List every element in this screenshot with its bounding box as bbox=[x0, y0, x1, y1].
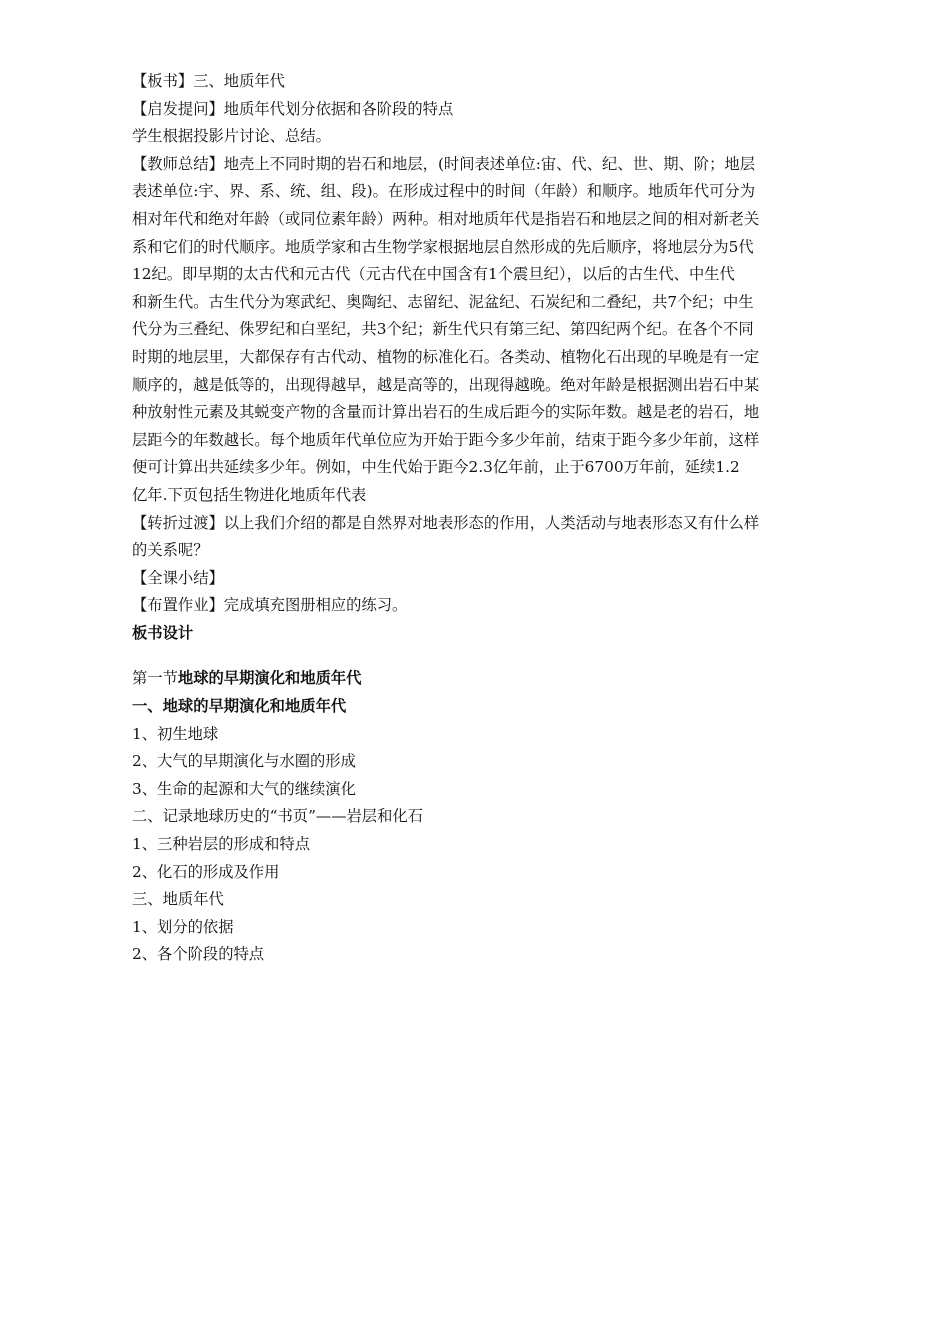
text-line: 时期的地层里，大都保存有古代动、植物的标准化石。各类动、植物化石出现的早晚是有一定 bbox=[132, 347, 760, 366]
text-line: 【启发提问】地质年代划分依据和各阶段的特点 bbox=[132, 99, 454, 118]
section-title: 地球的早期演化和地质年代 bbox=[177, 669, 362, 688]
section-title-line bbox=[132, 665, 822, 693]
outline-item: 2、化石的形成及作用 bbox=[132, 862, 280, 881]
text-line: 顺序的，越是低等的，出现得越早，越是高等的，出现得越晚。绝对年龄是根据测出岩石中某 bbox=[132, 375, 760, 394]
text-line: 和新生代。古生代分为寒武纪、奥陶纪、志留纪、泥盆纪、石炭纪和二叠纪，共7个纪；中生 bbox=[132, 292, 754, 311]
text-line: 层距今的年数越长。每个地质年代单位应为开始于距今多少年前，结束于距今多少年前，这样 bbox=[132, 430, 760, 449]
text-line: 【转折过渡】以上我们介绍的都是自然界对地表形态的作用，人类活动与地表形态又有什么样 bbox=[132, 513, 760, 532]
text-line: 12纪。即早期的太古代和元古代（元古代在中国含有1个震旦纪），以后的古生代、中生代 bbox=[132, 265, 735, 284]
text-line: 相对年代和绝对年龄（或同位素年龄）两种。相对地质年代是指岩石和地层之间的相对新老关 bbox=[132, 209, 760, 228]
text-line: 系和它们的时代顺序。地质学家和古生物学家根据地层自然形成的先后顺序，将地层分为5代 bbox=[132, 237, 754, 256]
outline-item: 1、三种岩层的形成和特点 bbox=[132, 835, 310, 854]
outline-item: 1、初生地球 bbox=[132, 724, 219, 743]
document-page bbox=[132, 68, 822, 969]
outline-item: 2、各个阶段的特点 bbox=[132, 945, 265, 964]
outline-item: 1、划分的依据 bbox=[132, 917, 234, 936]
section-prefix: 第一节 bbox=[132, 669, 178, 688]
text-line: 表述单位:宇、界、系、统、组、段)。在形成过程中的时间（年龄）和顺序。地质年代可分为 bbox=[132, 182, 755, 201]
text-line: 的关系呢？ bbox=[132, 541, 209, 560]
text-line: 学生根据投影片讨论、总结。 bbox=[132, 127, 331, 146]
text-line: 代分为三叠纪、侏罗纪和白垩纪，共3个纪；新生代只有第三纪、第四纪两个纪。在各个不同 bbox=[132, 320, 754, 339]
text-line: 便可计算出共延续多少年。例如，中生代始于距今2.3亿年前，止于6700万年前，延续1.2 bbox=[132, 458, 740, 477]
text-line: 亿年.下页包括生物进化地质年代表 bbox=[132, 485, 367, 504]
text-line: 【板书】三、地质年代 bbox=[132, 72, 285, 90]
text-line: 【全课小结】 bbox=[132, 568, 224, 587]
outline-item: 3、生命的起源和大气的继续演化 bbox=[132, 779, 356, 798]
outline-item: 二、记录地球历史的“书页”——岩层和化石 bbox=[132, 807, 423, 826]
design-heading: 板书设计 bbox=[132, 623, 194, 642]
text-line: 种放射性元素及其蜕变产物的含量而计算出岩石的生成后距今的实际年数。越是老的岩石，地 bbox=[132, 403, 760, 422]
outline-item: 三、地质年代 bbox=[132, 890, 224, 909]
text-line: 【布置作业】完成填充图册相应的练习。 bbox=[132, 596, 408, 615]
part1-heading: 一、地球的早期演化和地质年代 bbox=[132, 697, 347, 716]
spacer bbox=[132, 647, 822, 665]
text-line: 【教师总结】地壳上不同时期的岩石和地层，(时间表述单位:宙、代、纪、世、期、阶；地层 bbox=[132, 154, 755, 173]
outline-item: 2、大气的早期演化与水圈的形成 bbox=[132, 752, 356, 771]
